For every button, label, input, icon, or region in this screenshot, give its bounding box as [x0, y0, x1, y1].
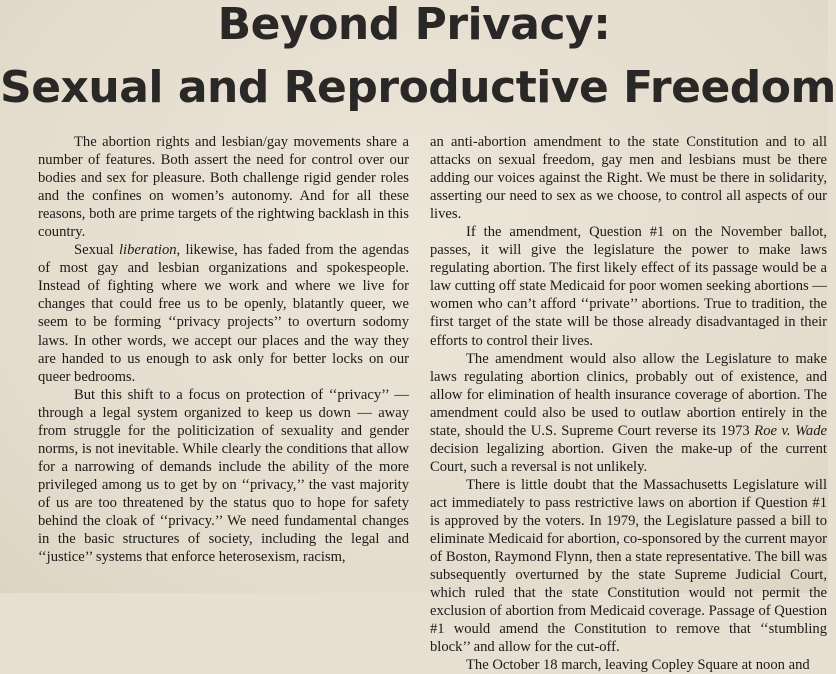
paragraph: But this shift to a focus on protection of ‘‘privacy’’ — through a legal system organized to keep us down — away from struggle for the politicization of sexuality and gender norms, is not inevitable. While clearly the conditions that allow for a narrowing of demands include the ability of the more privileged among us to get by on ‘‘privacy,’’ the vast majority of us are too threatened by the status quo to hope for safety behind the cloak of ‘‘privacy.’’ We need fundamental changes in the basic structures of society, including the legal and ‘‘justice’’ systems that enforce heterosexism, racism,: [38, 386, 409, 566]
paragraph: [430, 350, 827, 476]
article-column-left: [38, 133, 409, 566]
emphasis-text: Roe v. Wade: [754, 422, 828, 439]
paragraph: There is little doubt that the Massachusetts Legislature will act immediately to pass restrictive laws on abortion if Question #1 is approved by the voters. In 1979, the Legislature passed a bill to eliminate Medicaid for abortion, co-sponsored by the current mayor of Boston, Raymond Flynn, then a state representative. The bill was subsequently overturned by the state Supreme Judicial Court, which ruled that the state Constitution would not permit the exclusion of abortion from Medicaid coverage. Passage of Question #1 would amend the Constitution to remove that ‘‘stumbling block’’ and allow for the cut-off.: [430, 476, 827, 656]
headline-line-1: Beyond Privacy:: [217, 0, 611, 50]
emphasis-text: liberation: [118, 242, 177, 259]
paragraph-text: Sexual: [74, 242, 119, 259]
article-column-right: [430, 133, 827, 674]
headline-line-2: Sexual and Reproductive Freedom: [0, 62, 836, 113]
paragraph: an anti-abortion amendment to the state Constitution and to all attacks on sexual freedom, gay men and lesbians must be there adding our voices against the Right. We must be there in solidarity, asserting our need to sex as we choose, to control all aspects of our lives.: [430, 134, 827, 223]
paragraph-text: decision legalizing abortion. Given the make-up of the current Court, such a reversal is not unlikely.: [430, 440, 827, 475]
paragraph-text: , likewise, has faded from the agendas of most gay and lesbian organizations and spokespeople. Instead of fighting where we work and where we live for changes that could free us to be openly, blatantly queer, we seem to be forming ‘‘privacy projects’’ to overturn sodomy laws. In other words, we accept our places and the way they are handed to us enough to ask only for better locks on our queer bedrooms.: [38, 242, 409, 385]
paragraph: [38, 241, 409, 385]
paragraph-text: The amendment would also allow the Legislature to make laws regulating abortion clinics, probably out of existence, and allow for elimination of health insurance coverage of abortion. The amendment could also be used to outlaw abortion entirely in the state, should the U.S. Supreme Court reverse its 1973: [430, 350, 827, 439]
paragraph: If the amendment, Question #1 on the November ballot, passes, it will give the legislature the power to make laws regulating abortion. The first likely effect of its passage would be a law cutting off state Medicaid for poor women seeking abortions — women who can’t afford ‘‘private’’ abortions. True to tradition, the first target of the state will be those already disadvantaged in their efforts to control their lives.: [430, 224, 827, 349]
paragraph: The abortion rights and lesbian/gay movements share a number of features. Both assert the need for control over our bodies and sex for pleasure. Both challenge rigid gender roles and the confines on women’s autonomy. And for all these reasons, both are prime targets of the rightwing backlash in this country.: [38, 134, 409, 241]
paragraph: The October 18 march, leaving Copley Square at noon and: [466, 657, 810, 674]
